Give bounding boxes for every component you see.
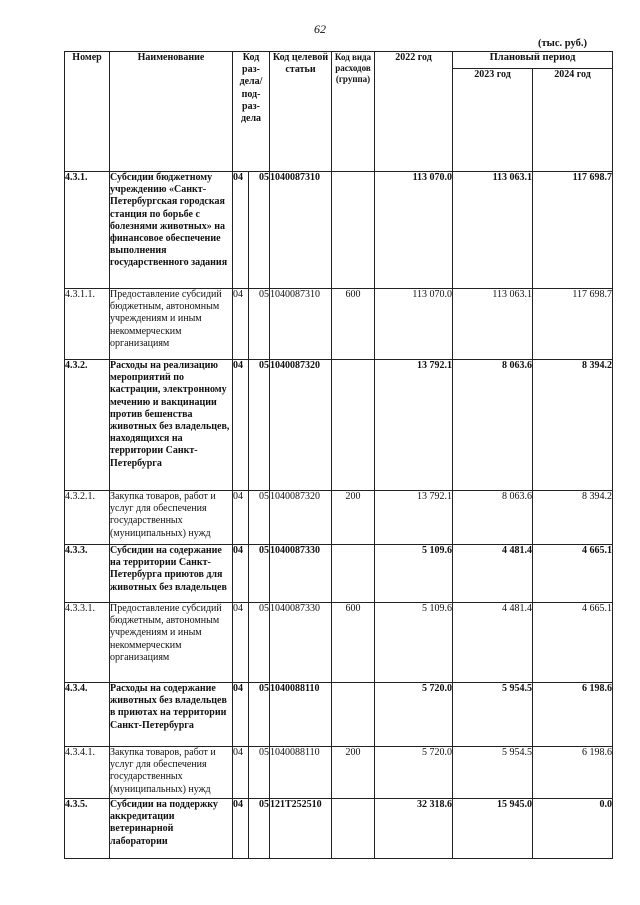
row-expense-type	[332, 545, 375, 603]
header-year-2024: 2024 год	[533, 69, 613, 172]
row-expense-type: 600	[332, 603, 375, 683]
row-amount-2022: 5 109.6	[375, 603, 453, 683]
header-planning-period: Плановый период	[453, 52, 613, 69]
row-section: 04	[233, 545, 249, 603]
row-amount-2022: 13 792.1	[375, 360, 453, 491]
header-year-2023: 2023 год	[453, 69, 533, 172]
row-section: 04	[233, 603, 249, 683]
row-amount-2022: 113 070.0	[375, 289, 453, 360]
row-amount-2023: 113 063.1	[453, 289, 533, 360]
row-amount-2022: 5 109.6	[375, 545, 453, 603]
row-name: Субсидии на поддержку аккредитации ветеринарной лаборатории	[110, 799, 233, 859]
header-section-code-text: Код раз-дела/ под-раз-дела	[239, 52, 263, 124]
row-name: Закупка товаров, работ и услуг для обеспечения государственных (муниципальных) нужд	[110, 747, 233, 799]
row-amount-2023: 8 063.6	[453, 360, 533, 491]
row-target-code: 1040087330	[270, 603, 332, 683]
row-amount-2024: 6 198.6	[533, 683, 613, 747]
row-amount-2024: 4 665.1	[533, 545, 613, 603]
row-subsection: 05	[249, 603, 270, 683]
table-row	[65, 683, 613, 747]
units-label: (тыс. руб.)	[538, 38, 587, 49]
row-expense-type	[332, 172, 375, 289]
row-amount-2022: 5 720.0	[375, 683, 453, 747]
row-target-code: 1040087320	[270, 491, 332, 545]
row-amount-2024: 6 198.6	[533, 747, 613, 799]
table-row	[65, 172, 613, 289]
row-subsection: 05	[249, 491, 270, 545]
row-amount-2022: 13 792.1	[375, 491, 453, 545]
header-year-2022: 2022 год	[375, 52, 453, 172]
row-target-code: 1040087310	[270, 289, 332, 360]
row-target-code: 1040087330	[270, 545, 332, 603]
row-section: 04	[233, 683, 249, 747]
row-subsection: 05	[249, 683, 270, 747]
row-number: 4.3.2.1.	[65, 491, 110, 545]
row-number: 4.3.1.	[65, 172, 110, 289]
row-number: 4.3.3.1.	[65, 603, 110, 683]
row-subsection: 05	[249, 172, 270, 289]
row-amount-2023: 113 063.1	[453, 172, 533, 289]
row-subsection: 05	[249, 545, 270, 603]
page-number: 62	[314, 22, 326, 36]
row-expense-type: 200	[332, 747, 375, 799]
row-amount-2023: 4 481.4	[453, 545, 533, 603]
row-expense-type	[332, 799, 375, 859]
budget-table	[64, 51, 613, 859]
row-number: 4.3.4.1.	[65, 747, 110, 799]
row-amount-2023: 4 481.4	[453, 603, 533, 683]
table-row	[65, 491, 613, 545]
row-number: 4.3.3.	[65, 545, 110, 603]
row-target-code: 1040087310	[270, 172, 332, 289]
row-section: 04	[233, 289, 249, 360]
table-row	[65, 799, 613, 859]
row-amount-2024: 8 394.2	[533, 491, 613, 545]
row-amount-2023: 15 945.0	[453, 799, 533, 859]
row-target-code: 121T252510	[270, 799, 332, 859]
header-number: Номер	[65, 52, 110, 172]
table-row	[65, 289, 613, 360]
table-row	[65, 360, 613, 491]
row-name: Расходы на реализацию мероприятий по кастрации, электронному мечению и вакцинации против бешенства животных без владельцев, находящихся на территории Санкт-Петербурга	[110, 360, 233, 491]
row-amount-2024: 117 698.7	[533, 289, 613, 360]
row-subsection: 05	[249, 799, 270, 859]
row-subsection: 05	[249, 360, 270, 491]
table-body	[65, 172, 613, 859]
row-target-code: 1040088110	[270, 683, 332, 747]
row-expense-type: 200	[332, 491, 375, 545]
row-section: 04	[233, 799, 249, 859]
header-name: Наименование	[110, 52, 233, 172]
row-amount-2023: 8 063.6	[453, 491, 533, 545]
row-section: 04	[233, 491, 249, 545]
row-section: 04	[233, 172, 249, 289]
row-amount-2024: 8 394.2	[533, 360, 613, 491]
row-amount-2024: 117 698.7	[533, 172, 613, 289]
row-amount-2024: 0.0	[533, 799, 613, 859]
row-name: Субсидии на содержание на территории Санкт-Петербурга приютов для животных без владельцев	[110, 545, 233, 603]
row-amount-2023: 5 954.5	[453, 683, 533, 747]
row-name: Расходы на содержание животных без владельцев в приютах на территории Санкт-Петербурга	[110, 683, 233, 747]
header-section-code	[233, 52, 270, 172]
row-amount-2023: 5 954.5	[453, 747, 533, 799]
row-number: 4.3.2.	[65, 360, 110, 491]
row-section: 04	[233, 360, 249, 491]
table-row	[65, 603, 613, 683]
header-target-code: Код целевой статьи	[270, 52, 332, 172]
row-amount-2022: 113 070.0	[375, 172, 453, 289]
row-number: 4.3.5.	[65, 799, 110, 859]
row-expense-type	[332, 683, 375, 747]
row-name: Закупка товаров, работ и услуг для обеспечения государственных (муниципальных) нужд	[110, 491, 233, 545]
table-row	[65, 747, 613, 799]
row-amount-2022: 32 318.6	[375, 799, 453, 859]
row-name: Субсидии бюджетному учреждению «Санкт-Петербургская городская станция по борьбе с болезнями животных» на финансовое обеспечение выполнения государственного задания	[110, 172, 233, 289]
header-row-top	[65, 52, 613, 69]
row-amount-2024: 4 665.1	[533, 603, 613, 683]
row-subsection: 05	[249, 289, 270, 360]
row-number: 4.3.1.1.	[65, 289, 110, 360]
header-expense-type-code: Код вида расходов (группа)	[332, 52, 375, 172]
row-name: Предоставление субсидий бюджетным, автономным учреждениям и иным некоммерческим организациям	[110, 603, 233, 683]
row-subsection: 05	[249, 747, 270, 799]
row-number: 4.3.4.	[65, 683, 110, 747]
row-name: Предоставление субсидий бюджетным, автономным учреждениям и иным некоммерческим организациям	[110, 289, 233, 360]
row-section: 04	[233, 747, 249, 799]
row-expense-type	[332, 360, 375, 491]
row-expense-type: 600	[332, 289, 375, 360]
row-amount-2022: 5 720.0	[375, 747, 453, 799]
row-target-code: 1040087320	[270, 360, 332, 491]
row-target-code: 1040088110	[270, 747, 332, 799]
table-row	[65, 545, 613, 603]
